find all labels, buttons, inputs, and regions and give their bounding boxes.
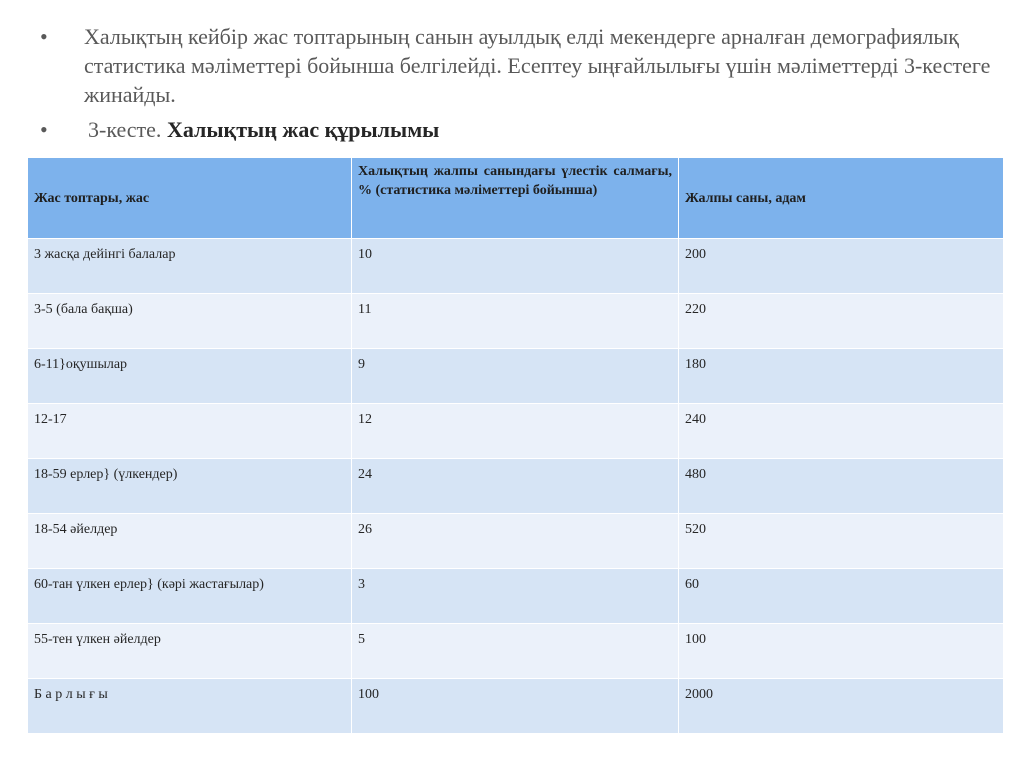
cell-age-group: 3-5 (бала бақша)	[28, 294, 352, 349]
cell-share: 11	[352, 294, 679, 349]
cell-age-group: 12-17	[28, 404, 352, 459]
table-row	[28, 569, 1004, 624]
cell-count: 100	[679, 624, 1004, 679]
header-share-percent: Халықтың жалпы санындағы үлестік салмағы, % (статистика мәліметтері бойынша)	[352, 158, 679, 239]
age-structure-table	[27, 157, 1004, 734]
cell-count: 200	[679, 239, 1004, 294]
cell-share: 5	[352, 624, 679, 679]
cell-share: 9	[352, 349, 679, 404]
table-row	[28, 624, 1004, 679]
cell-share: 10	[352, 239, 679, 294]
cell-age-group: 60-тан үлкен ерлер} (кәрі жастағылар)	[28, 569, 352, 624]
cell-count: 480	[679, 459, 1004, 514]
cell-total-share: 100	[352, 679, 679, 734]
table-row	[28, 294, 1004, 349]
intro-text: Халықтың кейбір жас топтарының санын ауылдық елді мекендерге арналған демографиялық статистика мәліметтері бойынша белгілейді. Есептеу ыңғайлылығы үшін мәліметтерді 3-кестеге жинайды.	[84, 24, 991, 107]
bullet-dot: •	[40, 117, 48, 142]
cell-share: 12	[352, 404, 679, 459]
cell-total-label: Б а р л ы ғ ы	[28, 679, 352, 734]
cell-count: 180	[679, 349, 1004, 404]
bullet-table-caption	[40, 115, 1000, 144]
table-row	[28, 239, 1004, 294]
cell-share: 26	[352, 514, 679, 569]
caption-prefix: 3-кесте.	[88, 117, 162, 142]
table-row	[28, 459, 1004, 514]
caption-title: Халықтың жас құрылымы	[166, 117, 440, 142]
cell-count: 60	[679, 569, 1004, 624]
cell-share: 3	[352, 569, 679, 624]
table-row	[28, 514, 1004, 569]
cell-count: 220	[679, 294, 1004, 349]
bullet-list	[40, 22, 1000, 144]
cell-age-group: 18-59 ерлер} (үлкендер)	[28, 459, 352, 514]
header-age-groups: Жас топтары, жас	[28, 158, 352, 239]
cell-total-count: 2000	[679, 679, 1004, 734]
table-row	[28, 349, 1004, 404]
cell-age-group: 3 жасқа дейінгі балалар	[28, 239, 352, 294]
header-total-count: Жалпы саны, адам	[679, 158, 1004, 239]
cell-share: 24	[352, 459, 679, 514]
cell-age-group: 18-54 әйелдер	[28, 514, 352, 569]
bullet-intro	[40, 22, 1000, 109]
table-row-total	[28, 679, 1004, 734]
cell-count: 240	[679, 404, 1004, 459]
table-header-row	[28, 158, 1004, 239]
age-structure-table-wrapper	[27, 157, 1003, 734]
cell-count: 520	[679, 514, 1004, 569]
bullet-dot: •	[40, 24, 48, 49]
cell-age-group: 55-тен үлкен әйелдер	[28, 624, 352, 679]
cell-age-group: 6-11}оқушылар	[28, 349, 352, 404]
table-row	[28, 404, 1004, 459]
